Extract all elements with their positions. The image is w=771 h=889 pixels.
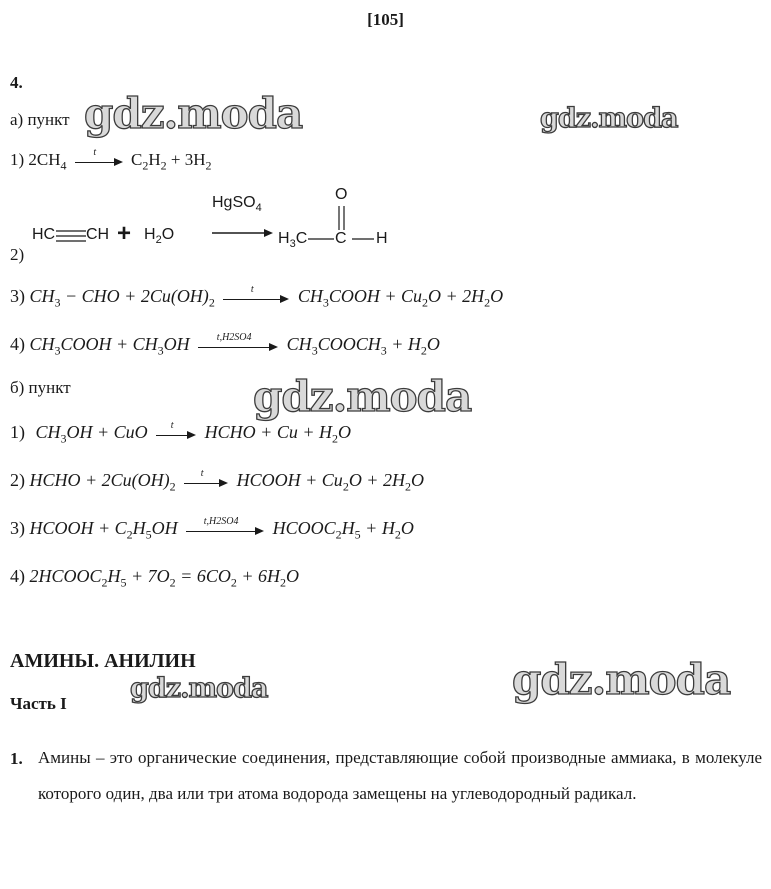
reaction-arrow: t <box>75 153 123 169</box>
section-part: Часть I <box>10 694 67 713</box>
page-number: [105] <box>367 10 404 29</box>
equation-a3: 3) $CH_3$ − CHO + $2Cu(OH)_2$ t $CH_3COOH + Cu_2O + 2H_2O$ <box>10 283 504 310</box>
product-hydrogen: H <box>376 230 388 247</box>
equation-a4: 4) $CH_3COOH + CH_3OH$ t,H2SO4 $CH_3COOCH_3 + H_2O$ <box>10 331 440 358</box>
equation-b4: 4) $2HCOOC_2H_5 + 7O_2 = 6CO_2 + 6H_2O$ <box>10 566 299 590</box>
equation-a1: 1) $2CH_4$ t $C_2H_2 + 3H_2$ <box>10 147 212 173</box>
watermark-logo: gdz.moda <box>512 655 731 704</box>
task-number: 4. <box>10 73 23 92</box>
product-carbonyl-carbon: C <box>335 230 347 247</box>
equation-b3: 3) HCOOH + $C_2H_5OH$ t,H2SO4 $HCOOC_2H_5 + H_2O$ <box>10 515 414 542</box>
watermark-logo: gdz.moda <box>540 103 678 134</box>
item-text: Амины – это органические соединения, представляющие собой производные аммиака, в молекуле которого один, два или три атома водорода замещены на углеводородный радикал. <box>38 748 762 803</box>
reaction-arrow: t,H2SO4 <box>186 522 264 538</box>
watermark-logo: gdz.moda <box>84 89 303 138</box>
reagent-acetylene: HC <box>32 226 56 243</box>
reaction-arrow: t <box>223 290 289 306</box>
product-methyl: $H_3C$ <box>278 230 308 251</box>
section-title: АМИНЫ. АНИЛИН <box>10 650 196 672</box>
reagent-acetylene-end: CH <box>86 226 110 243</box>
reaction-arrow-a2 <box>212 227 274 239</box>
triple-bond <box>56 228 88 244</box>
catalyst-label: HgSO$_4$ <box>212 194 262 215</box>
product-oxygen: O <box>335 186 348 203</box>
reagent-water: $H_2O$ <box>144 226 175 247</box>
watermark-logo: gdz.moda <box>253 372 472 421</box>
equation-b2: 2) HCHO + $2Cu(OH)_2$ t HCOOH + $Cu_2O + 2H_2O$ <box>10 467 424 494</box>
equation-b1: 1) $CH_3OH$ + CuO t HCHO + $Cu + H_2O$ <box>10 419 351 446</box>
reaction-arrow: t <box>184 474 228 490</box>
part-b-label: б) пункт <box>10 378 71 397</box>
reaction-arrow: t <box>156 426 196 442</box>
plus-sign: + <box>117 220 132 247</box>
watermark-logo: gdz.moda <box>130 673 268 704</box>
item-number: 1. <box>10 749 23 768</box>
reaction-arrow: t,H2SO4 <box>198 338 278 354</box>
equation-number-a2: 2) <box>10 245 25 264</box>
part-a-label: а) пункт <box>10 110 70 129</box>
equation-number: 1) <box>10 150 25 169</box>
